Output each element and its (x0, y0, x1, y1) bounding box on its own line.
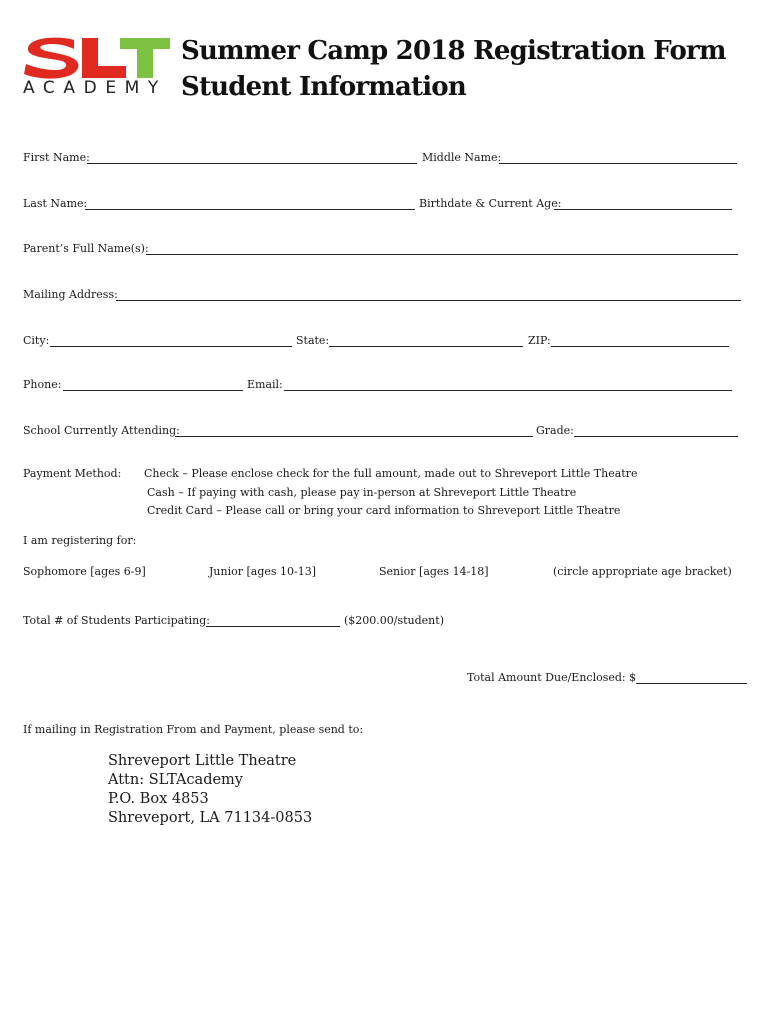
bracket-junior[interactable]: Junior [ages 10-13] (209, 565, 317, 578)
parent-names-label: Parent’s Full Name(s): (23, 242, 149, 255)
payment-option-cash[interactable]: Cash – If paying with cash, please pay in-person at Shreveport Little Theatre (147, 486, 577, 499)
payment-option-credit-card[interactable]: Credit Card – Please call or bring your card information to Shreveport Little Theatre (147, 504, 621, 517)
slt-logo-mark (22, 36, 172, 80)
amount-due-label: Total Amount Due/Enclosed: $ (467, 671, 637, 684)
logo-subtitle: ACADEMY (23, 78, 167, 98)
school-label: School Currently Attending: (23, 424, 180, 437)
mailing-address-label: Mailing Address: (23, 288, 118, 301)
form-subtitle: Student Information (181, 72, 466, 102)
phone-field[interactable] (63, 379, 243, 391)
payment-method-label: Payment Method: (23, 467, 122, 480)
city-field[interactable] (50, 335, 292, 347)
phone-label: Phone: (23, 378, 62, 391)
bracket-senior[interactable]: Senior [ages 14-18] (379, 565, 489, 578)
parent-names-field[interactable] (146, 243, 738, 255)
bracket-instruction: (circle appropriate age bracket) (553, 565, 732, 578)
middle-name-field[interactable] (499, 152, 737, 164)
birthdate-age-label: Birthdate & Current Age: (419, 197, 562, 210)
amount-due-field[interactable] (636, 672, 747, 684)
bracket-sophomore[interactable]: Sophomore [ages 6-9] (23, 565, 146, 578)
grade-field[interactable] (574, 425, 738, 437)
grade-label: Grade: (536, 424, 574, 437)
mailing-address-block (108, 752, 312, 828)
zip-label: ZIP: (528, 334, 551, 347)
address-line-org: Shreveport Little Theatre (108, 753, 297, 769)
school-field[interactable] (175, 425, 533, 437)
middle-name-label: Middle Name: (422, 151, 502, 164)
students-total-label: Total # of Students Participating: (23, 614, 210, 627)
address-line-attn: Attn: SLTAcademy (108, 772, 244, 788)
students-total-field[interactable] (206, 615, 340, 627)
form-title: Summer Camp 2018 Registration Form (181, 36, 726, 66)
registering-for-label: I am registering for: (23, 534, 137, 547)
email-label: Email: (247, 378, 283, 391)
address-line-city: Shreveport, LA 71134-0853 (108, 810, 313, 826)
price-per-student: ($200.00/student) (344, 614, 444, 627)
zip-field[interactable] (551, 335, 729, 347)
last-name-label: Last Name: (23, 197, 88, 210)
city-label: City: (23, 334, 50, 347)
first-name-field[interactable] (87, 152, 417, 164)
last-name-field[interactable] (85, 198, 415, 210)
mailing-address-field[interactable] (116, 289, 741, 301)
birthdate-age-field[interactable] (554, 198, 732, 210)
payment-option-check[interactable]: Check – Please enclose check for the full amount, made out to Shreveport Little Theatre (144, 467, 638, 480)
address-line-po-box: P.O. Box 4853 (108, 791, 209, 807)
first-name-label: First Name: (23, 151, 90, 164)
mailing-intro: If mailing in Registration From and Payment, please send to: (23, 723, 364, 736)
state-label: State: (296, 334, 330, 347)
email-field[interactable] (284, 379, 732, 391)
state-field[interactable] (329, 335, 523, 347)
